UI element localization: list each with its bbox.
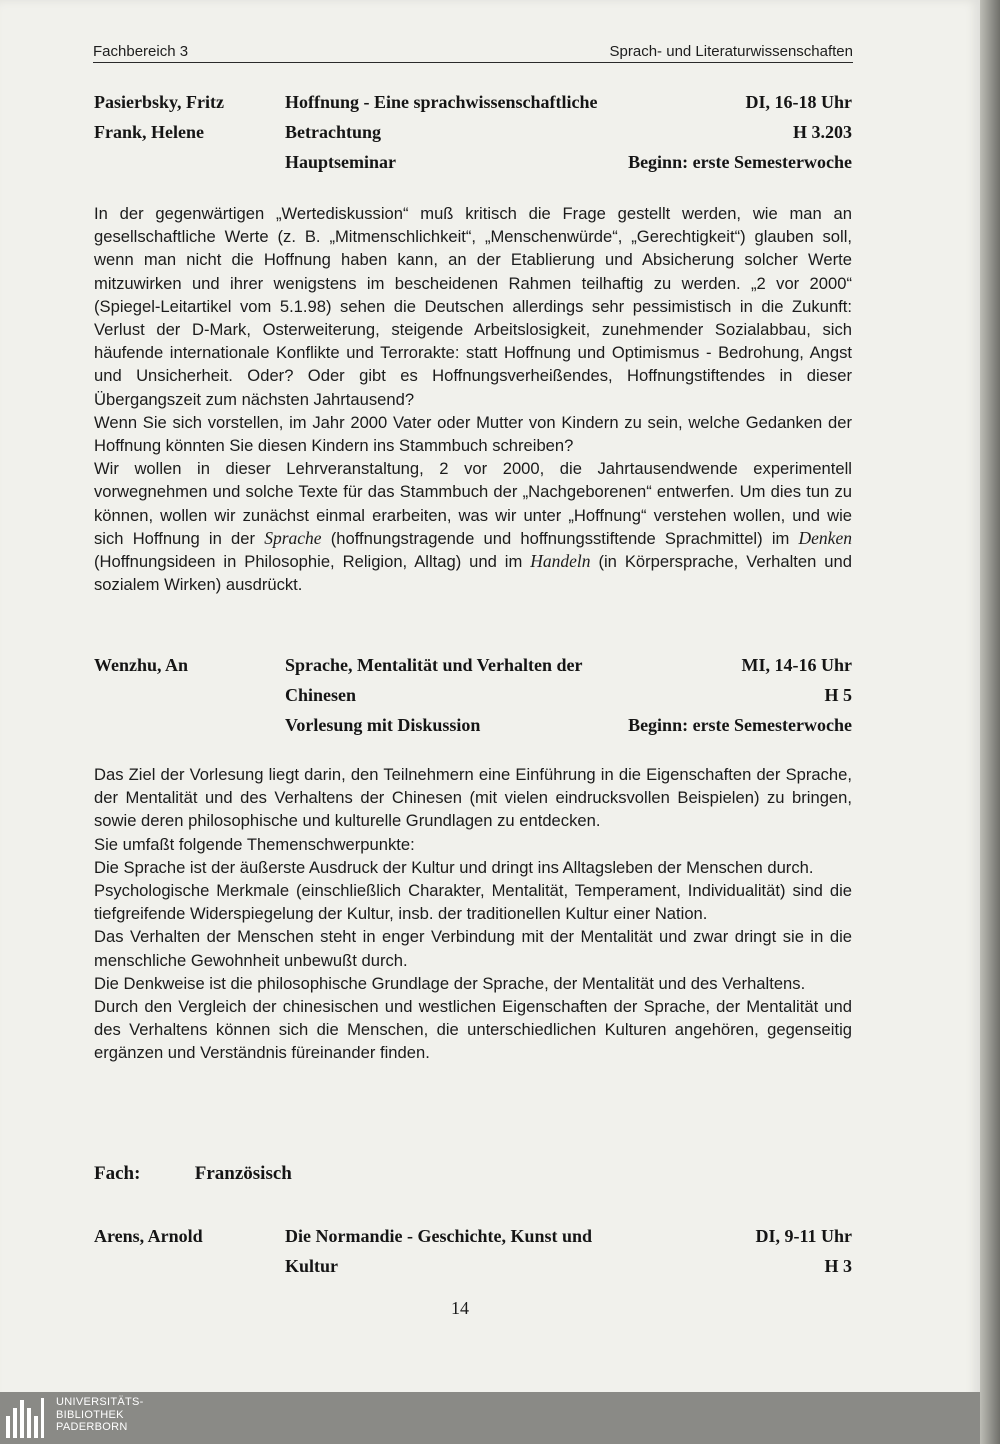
- course-entry-chinesen: [94, 655, 852, 745]
- emphasis-text: Sprache: [264, 527, 322, 548]
- header-department: Fachbereich 3: [93, 43, 189, 60]
- description-paragraph: Das Verhalten der Menschen steht in enger Verbindung mit der Mentalität und zwar dringt sie in die menschliche Gewohnheit unbewußt durch.: [94, 927, 852, 970]
- page-header: [93, 40, 853, 63]
- description-paragraph: Psychologische Merkmale (einschließlich Charakter, Mentalität, Temperament, Individualität) sind die tiefgreifende Widerspiegelung der Kultur, insb. der traditionellen Kultur einer Nation.: [94, 881, 852, 924]
- course-room: H 5: [824, 685, 852, 705]
- course-title: Die Normandie - Geschichte, Kunst und: [285, 1226, 593, 1246]
- course-room: H 3.203: [792, 122, 852, 142]
- logo-bars-icon: [6, 1398, 52, 1438]
- logo-text: UNIVERSITÄTS- BIBLIOTHEK PADERBORN: [56, 1396, 144, 1433]
- page-number: 14: [451, 1298, 469, 1318]
- lecturer-name: Frank, Helene: [94, 122, 204, 142]
- subject-value: Französisch: [194, 1163, 292, 1184]
- course-time: MI, 14-16 Uhr: [741, 655, 852, 675]
- header-subject: Sprach- und Literaturwissenschaften: [609, 43, 853, 60]
- scan-footer: [0, 1392, 980, 1444]
- description-paragraph: Durch den Vergleich der chinesischen und westlichen Eigenschaften der Sprache, der Mentalität und des Verhaltens können sich die Menschen, die unterschiedlichen Kulturen angehören, gegenseitig ergänzen und Verständnis füreinander finden.: [94, 997, 852, 1063]
- description-paragraph: Die Denkweise ist die philosophische Grundlage der Sprache, der Mentalität und des Verhaltens.: [94, 973, 806, 993]
- description-paragraph: Die Sprache ist der äußerste Ausdruck der Kultur und dringt ins Alltagsleben der Menschen durch.: [94, 857, 814, 877]
- page-edge: [980, 0, 1000, 1444]
- course-title: Sprache, Mentalität und Verhalten der: [285, 655, 583, 675]
- course-entry-hoffnung: [94, 92, 852, 182]
- lecturer-name: Wenzhu, An: [94, 655, 189, 675]
- subject-label: Fach:: [94, 1163, 141, 1184]
- course-title: Hoffnung - Eine sprachwissenschaftliche: [285, 92, 598, 112]
- course-type: Hauptseminar: [285, 152, 397, 172]
- course-type: Vorlesung mit Diskussion: [285, 715, 481, 735]
- course-title: Kultur: [285, 1256, 339, 1276]
- course-entry-normandie: [94, 1226, 852, 1286]
- emphasis-text: Handeln: [530, 551, 591, 572]
- description-paragraph: Das Ziel der Vorlesung liegt darin, den Teilnehmern eine Einführung in die Eigenschaften der Sprache, der Mentalität und des Verhaltens der Chinesen (mit vielen eindrucksvollen Beispielen) zu bringen, sowie deren philosophische und kulturelle Grundlagen zu entdecken.: [94, 765, 852, 831]
- course-room: H 3: [824, 1256, 852, 1276]
- lecturer-name: Pasierbsky, Fritz: [94, 92, 224, 112]
- library-logo: [6, 1396, 146, 1440]
- description-paragraph: Wenn Sie sich vorstellen, im Jahr 2000 Vater oder Mutter von Kindern zu sein, welche Gedanken der Hoffnung könnten Sie diesen Kindern ins Stammbuch schreiben?: [94, 412, 852, 456]
- description-paragraph: Wir wollen in dieser Lehrveranstaltung, 2 vor 2000, die Jahrtausendwende experimentell vorwegnehmen und solche Texte für das Stammbuch der „Nachgeborenen“ entwerfen. Um dies tun zu können, wollen wir zunächst einmal erarbeiten, was wir unter „Hoffnung“ verstehen wollen, und wie sich Hoffnung in der Sprache (hoffnungstragende und hoffnungsstiftende Sprachmittel) im Denken (Hoffnungsideen in Philosophie, Religion, Alltag) und im Handeln (in Körpersprache, Verhalten und sozialem Wirken) ausdrückt.: [94, 459, 852, 595]
- lecturer-name: Arens, Arnold: [94, 1226, 203, 1246]
- course-time: DI, 16-18 Uhr: [745, 92, 852, 112]
- course-time: DI, 9-11 Uhr: [755, 1226, 852, 1246]
- description-paragraph: Sie umfaßt folgende Themenschwerpunkte:: [94, 834, 415, 854]
- course-title: Betrachtung: [285, 122, 381, 142]
- emphasis-text: Denken: [798, 527, 852, 548]
- course-description-chinesen: [94, 763, 852, 1065]
- course-start: Beginn: erste Semesterwoche: [628, 715, 852, 735]
- subject-heading: [94, 1163, 292, 1185]
- course-start: Beginn: erste Semesterwoche: [628, 152, 852, 172]
- description-paragraph: In der gegenwärtigen „Wertediskussion“ muß kritisch die Frage gestellt werden, wie man an gesellschaftliche Werte (z. B. „Mitmenschlichkeit“, „Menschenwürde“, „Gerechtigkeit“) glauben soll, wenn man nicht die Hoffnung haben kann, an der Etablierung und Absicherung solcher Werte mitzuwirken und ihrer wenigstens im bescheidenen Rahmen teilhaftig zu werden. „2 vor 2000“ (Spiegel-Leitartikel vom 5.1.98) sehen die Deutschen allerdings sehr pessimistisch in die Zukunft: Verlust der D-Mark, Osterweiterung, steigende Arbeitslosigkeit, zunehmender Sozialabbau, sich häufende internationale Konflikte und Terrorakte: statt Hoffnung und Optimismus - Bedrohung, Angst und Unsicherheit. Oder? Oder gibt es Hoffnungsverheißendes, Hoffnungstiftendes in dieser Übergangszeit zum nächsten Jahrtausend?: [94, 204, 852, 409]
- course-description-hoffnung: [94, 202, 852, 596]
- course-title: Chinesen: [285, 685, 357, 705]
